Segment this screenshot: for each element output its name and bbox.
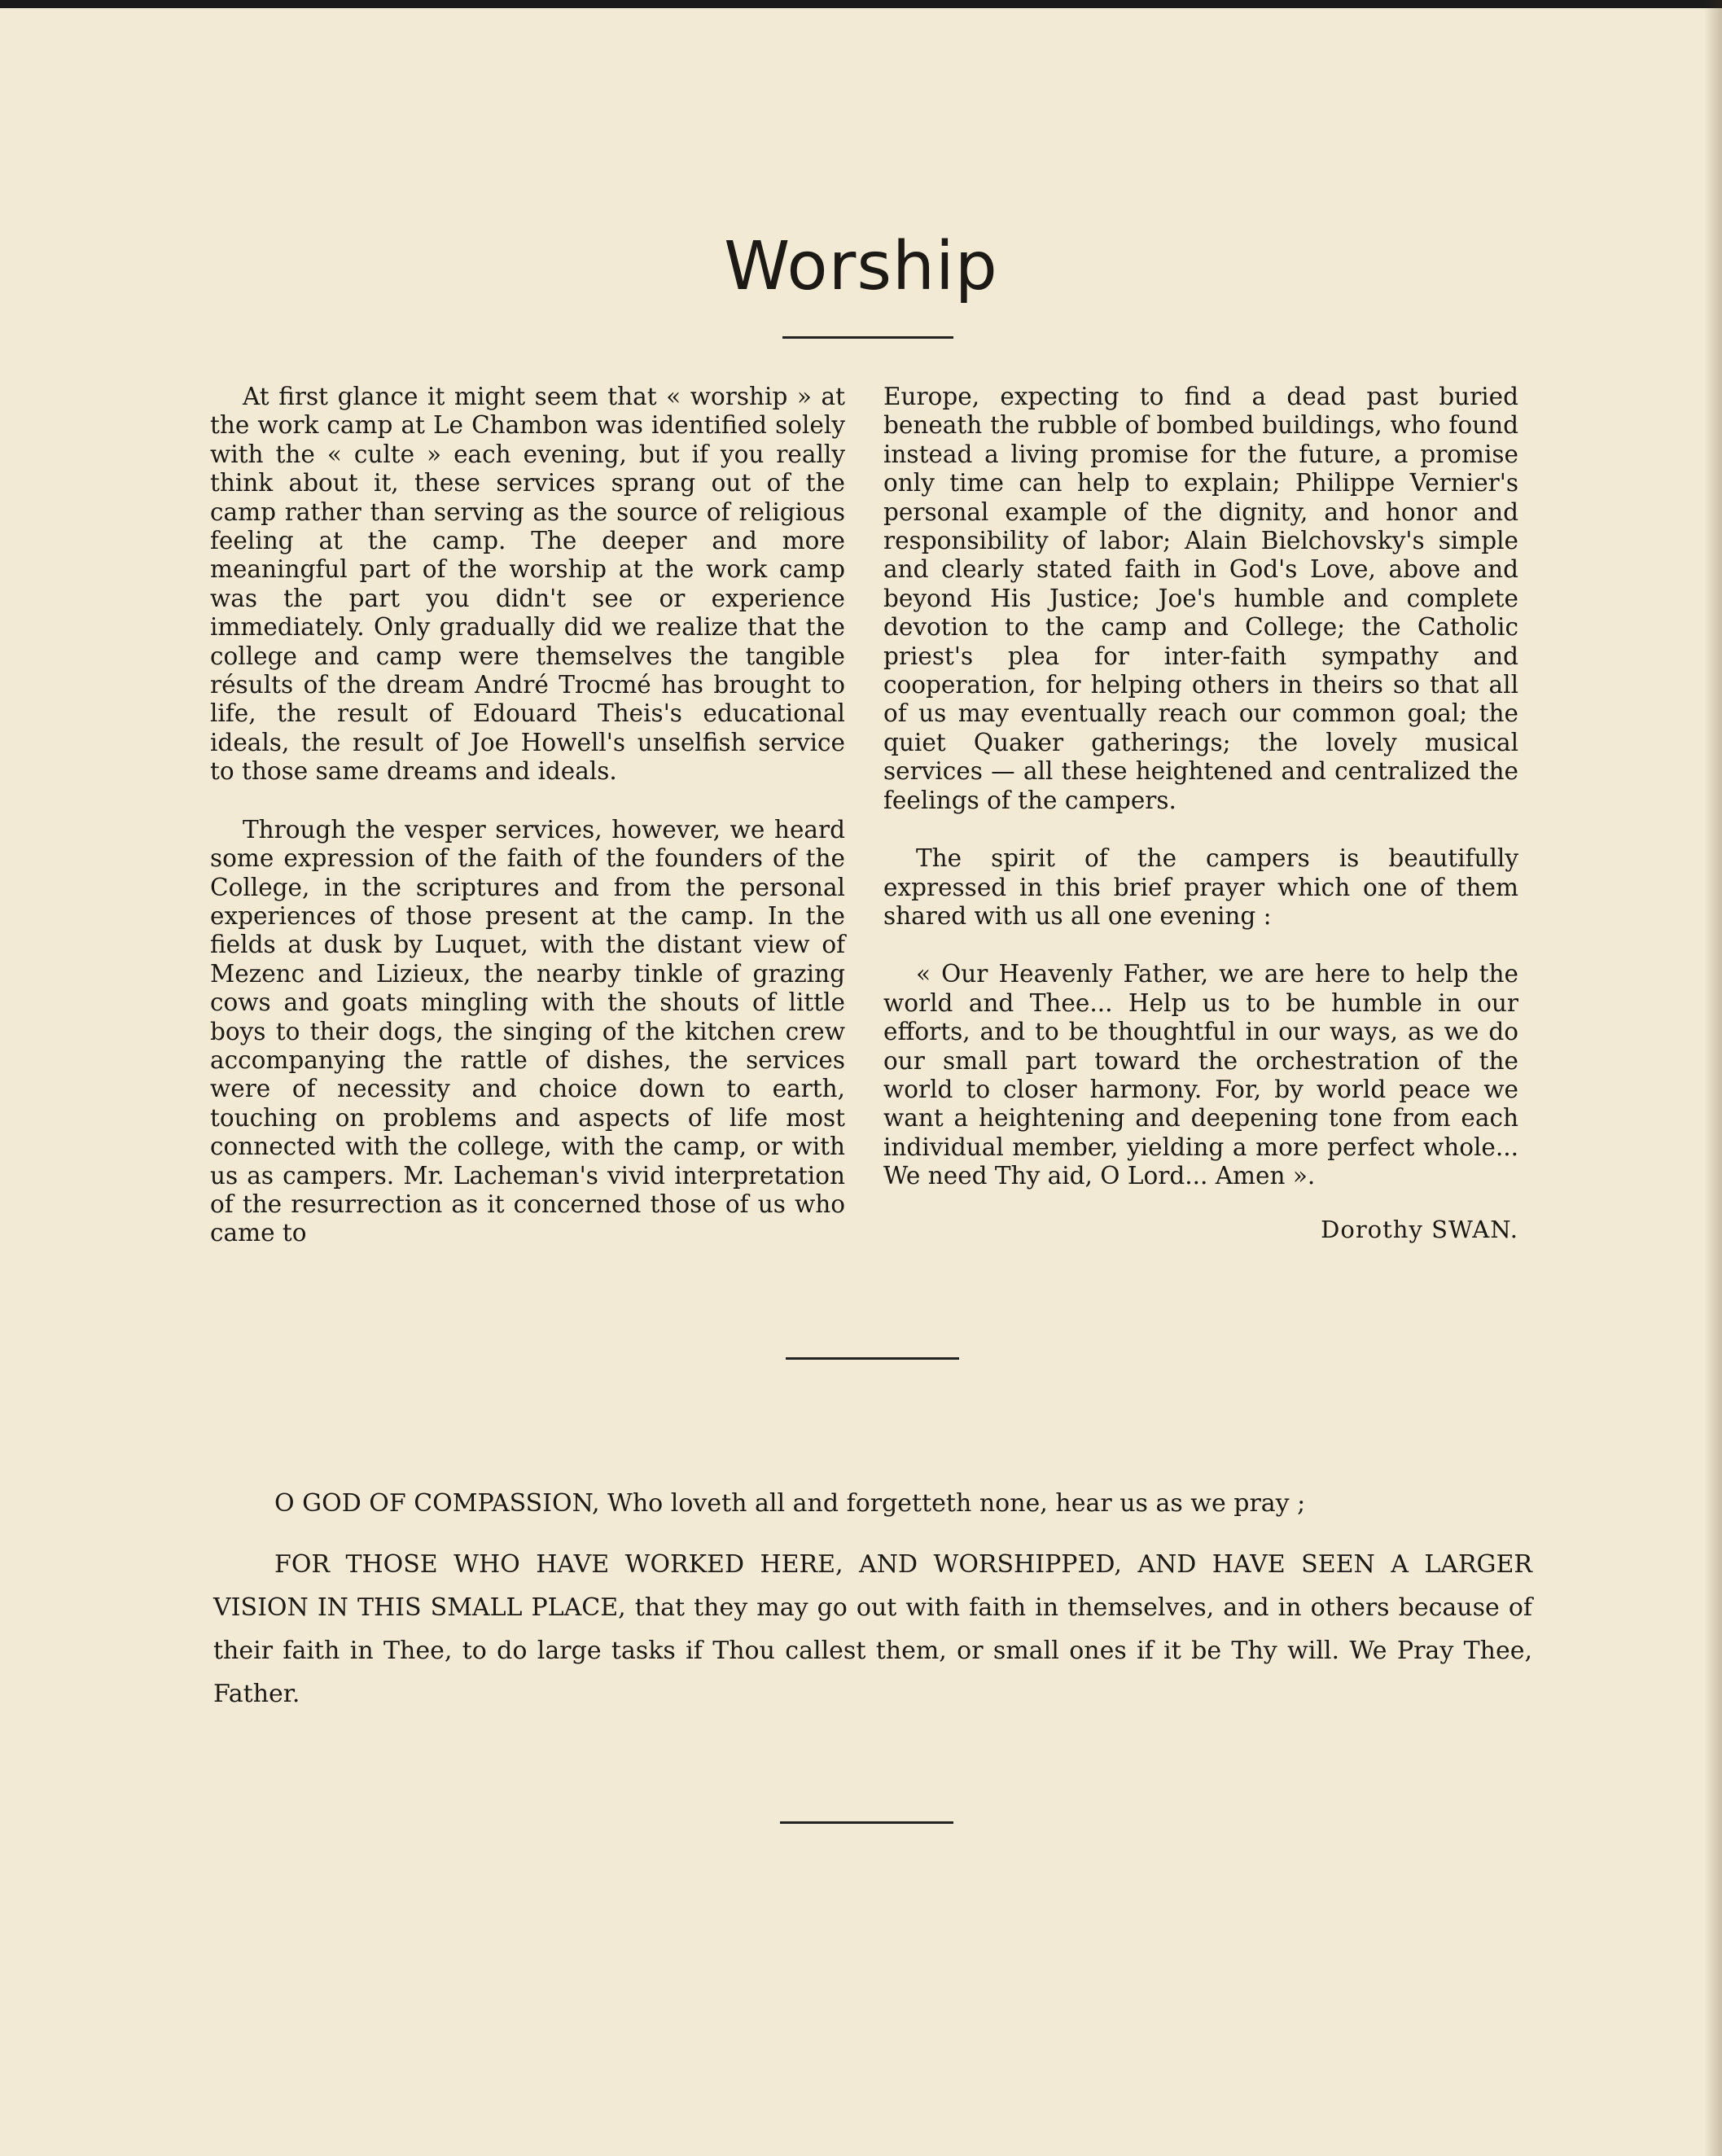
title-underline bbox=[782, 336, 953, 339]
prayer-petition: FOR THOSE WHO HAVE WORKED HERE, AND WORSHIPPED, AND HAVE SEEN A LARGER VISION IN THIS SMALL PLACE, that they may go out with faith in themselves, and in others because of their faith in Thee, to do large tasks if Thou callest them, or small ones if it be Thy will. We Pray Thee, Father. bbox=[213, 1550, 1532, 1708]
article-column-right bbox=[883, 383, 1518, 1244]
top-border bbox=[0, 0, 1722, 8]
camper-prayer-quote: « Our Heavenly Father, we are here to help the world and Thee... Help us to be humble in our efforts, and to be thoughtful in our ways, as we do our small part toward the orchestration of the world to closer harmony. For, by world peace we want a heightening and deepening tone from each individual member, yielding a more perfect whole... We need Thy aid, O Lord... Amen ». bbox=[883, 960, 1518, 1190]
article-paragraph: The spirit of the campers is beautifully expressed in this brief prayer which one of them shared with us all one evening : bbox=[883, 844, 1518, 930]
prayer-invocation: O GOD OF COMPASSION, Who loveth all and forgetteth none, hear us as we pray ; bbox=[274, 1489, 1306, 1518]
page-edge-shadow bbox=[1704, 0, 1722, 2156]
author-signature: Dorothy SWAN. bbox=[1321, 1215, 1518, 1243]
article-paragraph: Through the vesper services, however, we heard some expression of the faith of the founders of the College, in the scriptures and from the personal experiences of those present at the camp. In the fields at dusk by Luquet, with the distant view of Mezenc and Lizieux, the nearby tinkle of grazing cows and goats mingling with the shouts of little boys to their dogs, the singing of the kitchen crew accompanying the rattle of dishes, the services were of necessity and choice down to earth, touching on problems and aspects of life most connected with the college, with the camp, or with us as campers. Mr. Lacheman's vivid interpretation of the resurrection as it concerned those of us who came to bbox=[210, 815, 845, 1247]
article-column-left bbox=[210, 383, 845, 1248]
article-paragraph-continued: Europe, expecting to find a dead past buried beneath the rubble of bombed buildings, who found instead a living promise for the future, a promise only time can help to explain; Philippe Vernier's personal example of the dignity, and honor and responsibility of labor; Alain Bielchovsky's simple and clearly stated faith in God's Love, above and beyond His Justice; Joe's humble and complete devotion to the camp and College; the Catholic priest's plea for inter-faith sympathy and cooperation, for helping others in theirs so that all of us may eventually reach our common goal; the quiet Quaker gatherings; the lovely musical services — all these heightened and centralized the feelings of the campers. bbox=[883, 383, 1518, 814]
closing-prayer bbox=[213, 1482, 1532, 1716]
page-title: Worship bbox=[724, 228, 998, 305]
bottom-divider bbox=[780, 1821, 953, 1824]
article-divider bbox=[786, 1357, 959, 1360]
article-paragraph: At first glance it might seem that « worship » at the work camp at Le Chambon was identified solely with the « culte » each evening, but if you really think about it, these services sprang out of the camp rather than serving as the source of religious feeling at the camp. The deeper and more meaningful part of the worship at the work camp was the part you didn't see or experience immediately. Only gradually did we realize that the college and camp were themselves the tangible résults of the dream André Trocmé has brought to life, the result of Edouard Theis's educational ideals, the result of Joe Howell's unselfish service to those same dreams and ideals. bbox=[210, 383, 845, 786]
